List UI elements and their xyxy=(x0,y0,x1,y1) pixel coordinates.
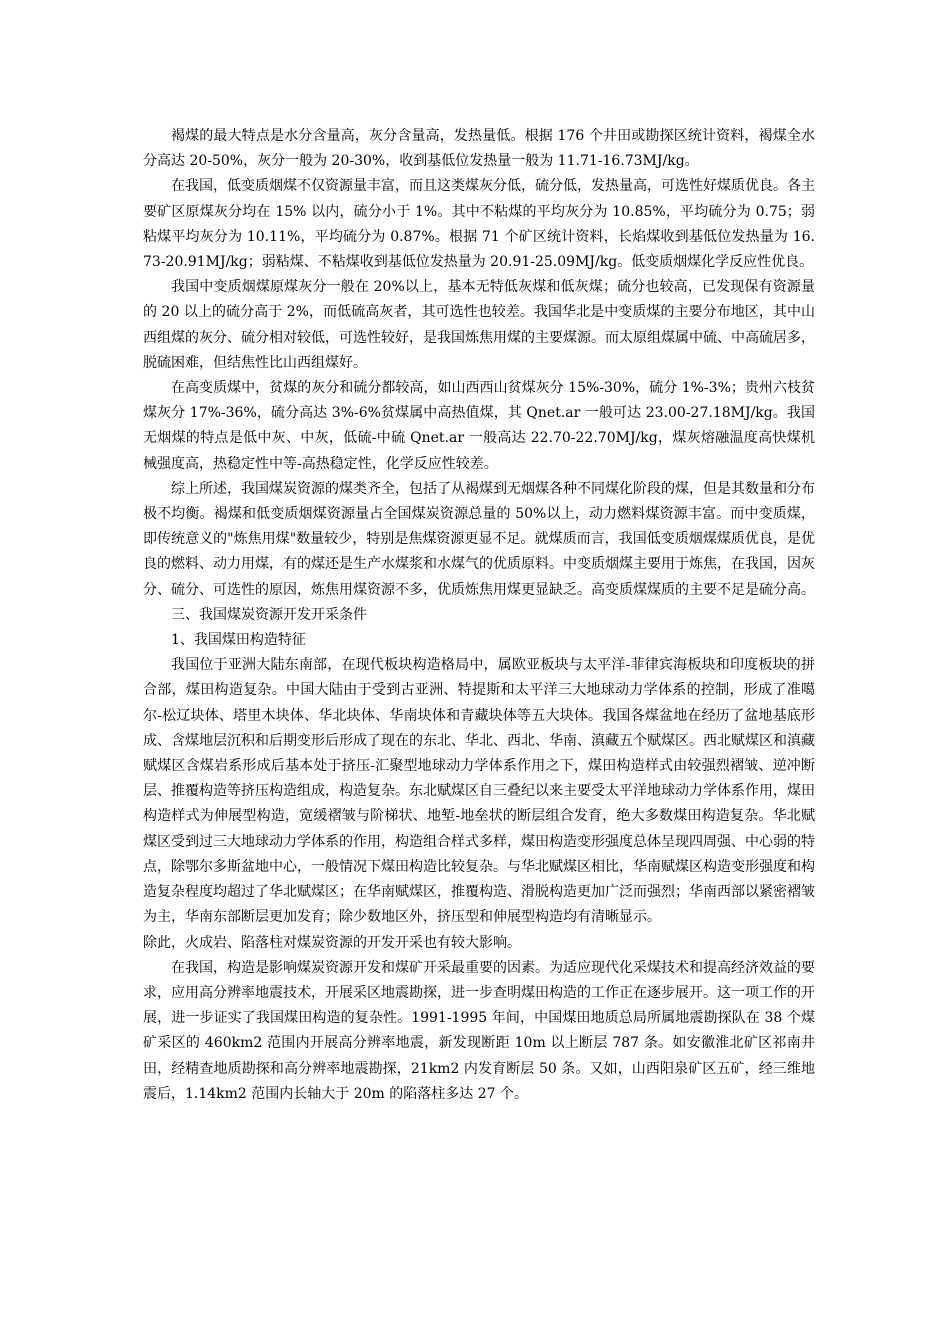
paragraph-summary: 综上所述，我国煤炭资源的煤类齐全，包括了从褐煤到无烟煤各种不同煤化阶段的煤，但是其数量和分布极不均衡。褐煤和低变质烟煤资源量占全国煤炭资源总量的 50%以上，动力燃料煤资源丰富。而中变质煤，即传统意义的"炼焦用煤"数量较少，特别是焦煤资源更显不足。就煤质而言，我国低变质烟煤煤质优良，是优良的燃料、动力用煤，有的煤还是生产水煤浆和水煤气的优质原料。中变质烟煤主要用于炼焦，在我国，因灰分、硫分、可选性的原因，炼焦用煤资源不多，优质炼焦用煤更显缺乏。高变质煤煤质的主要不足是硫分高。 xyxy=(143,480,815,598)
document-page xyxy=(143,124,829,1107)
paragraph-igneous: 除此，火成岩、陷落柱对煤炭资源的开发开采也有较大影响。 xyxy=(143,934,521,951)
paragraph-low-metamorphic-coal: 在我国，低变质烟煤不仅资源量丰富，而且这类煤灰分低，硫分低，发热量高，可选性好煤质优良。各主要矿区原煤灰分均在 15% 以内，硫分小于 1%。其中不粘煤的平均灰分为 10.85%，平均硫分为 0.75；弱粘煤平均灰分为 10.11%，平均硫分为 0.87%。根据 71 个矿区统计资料，长焰煤收到基低位发热量为 16.73-20.91MJ/kg；弱粘煤、不粘煤收到基低位发热量为 20.91-25.09MJ/kg。低变质烟煤化学反应性优良。 xyxy=(143,178,815,271)
subsection-heading: 1、我国煤田构造特征 xyxy=(171,632,306,649)
paragraph-medium-metamorphic-coal: 我国中变质烟煤原煤灰分一般在 20%以上，基本无特低灰煤和低灰煤；硫分也较高，已发现保有资源量的 20 以上的硫分高于 2%，而低硫高灰者，其可选性也较差。我国华北是中变质煤的主要分布地区，其中山 西组煤的灰分、硫分相对较低，可选性较好，是我国炼焦用煤的主要煤源。而太原组煤属中硫、中高硫居多，脱硫困难，但结焦性比山西组煤好。 xyxy=(143,279,829,371)
paragraph-exploration: 在我国，构造是影响煤炭资源开发和煤矿开采最重要的因素。为适应现代化采煤技术和提高经济效益的要求，应用高分辨率地震技术，开展采区地震勘探，进一步查明煤田构造的工作正在逐步展开。这一项工作的开展，进一步证实了我国煤田构造的复杂性。1991-1995 年间，中国煤田地质总局所属地震勘探队在 38 个煤矿采区的 460km2 范围内开展高分辨率地震，新发现断距 10m 以上断层 787 条。如安徽淮北矿区祁南井田，经精查地质勘探和高分辨率地震勘探，21km2 内发育断层 50 条。又如，山西阳泉矿区五矿，经三维地震后，1.14km2 范围内长轴大于 20m 的陷落柱多达 27 个。 xyxy=(143,959,815,1102)
paragraph-high-metamorphic-coal: 在高变质煤中，贫煤的灰分和硫分都较高，如山西西山贫煤灰分 15%-30%，硫分 1%-3%；贵州六枝贫煤灰分 17%-36%，硫分高达 3%-6%贫煤属中高热值煤，其 Qnet.ar 一般可达 23.00-27.18MJ/kg。我国无烟煤的特点是低中灰、中灰，低硫-中硫 Qnet.ar 一般高达 22.70-22.70MJ/kg，煤灰熔融温度高快煤机械强度高，热稳定性中等-高热稳定性，化学反应性较差。 xyxy=(143,380,815,472)
paragraph-tectonics: 我国位于亚洲大陆东南部，在现代板块构造格局中，属欧亚板块与太平洋-菲律宾海板块和印度板块的拼合部，煤田构造复杂。中国大陆由于受到古亚洲、特提斯和太平洋三大地球动力学体系的控制，形成了准噶尔-松辽块体、塔里木块体、华北块体、华南块体和青藏块体等五大块体。我国各煤盆地在经历了盆地基底形成、含煤地层沉积和后期变形后形成了现在的东北、华北、西北、华南、滇藏五个赋煤区。西北赋煤区和滇藏赋煤区含煤岩系形成后基本处于挤压-汇聚型地球动力学体系作用之下，煤田构造样式由较强烈褶皱、逆冲断层、推覆构造等挤压构造组成，构造复杂。东北赋煤区自三叠纪以来主要受太平洋地球动力学体系作用，煤田构造样式为伸展型构造，宽缓褶皱与阶梯状、地堑-地垒状的断层组合发育，绝大多数煤田构造复杂。华北赋煤区受到过三大地球动力学体系的作用，构造组合样式多样，煤田构造变形强度总体呈现四周强、中心弱的特点，除鄂尔多斯盆地中心，一般情况下煤田构造比较复杂。与华北赋煤区相比，华南赋煤区构造变形强度和构造复杂程度均超过了华北赋煤区；在华南赋煤区，推覆构造、滑脱构造更加广泛而强烈；华南西部以紧密褶皱为主，华南东部断层更加发育；除少数地区外，挤压型和伸展型构造均有清晰显示。 xyxy=(143,657,815,926)
section-heading: 三、我国煤炭资源开发开采条件 xyxy=(171,606,367,623)
paragraph-lignite: 褐煤的最大特点是水分含量高，灰分含量高，发热量低。根据 176 个井田或勘探区统计资料，褐煤全水分高达 20-50%，灰分一般为 20-30%，收到基低位发热量一般为 11.71-16.73MJ/kg。 xyxy=(143,128,815,170)
